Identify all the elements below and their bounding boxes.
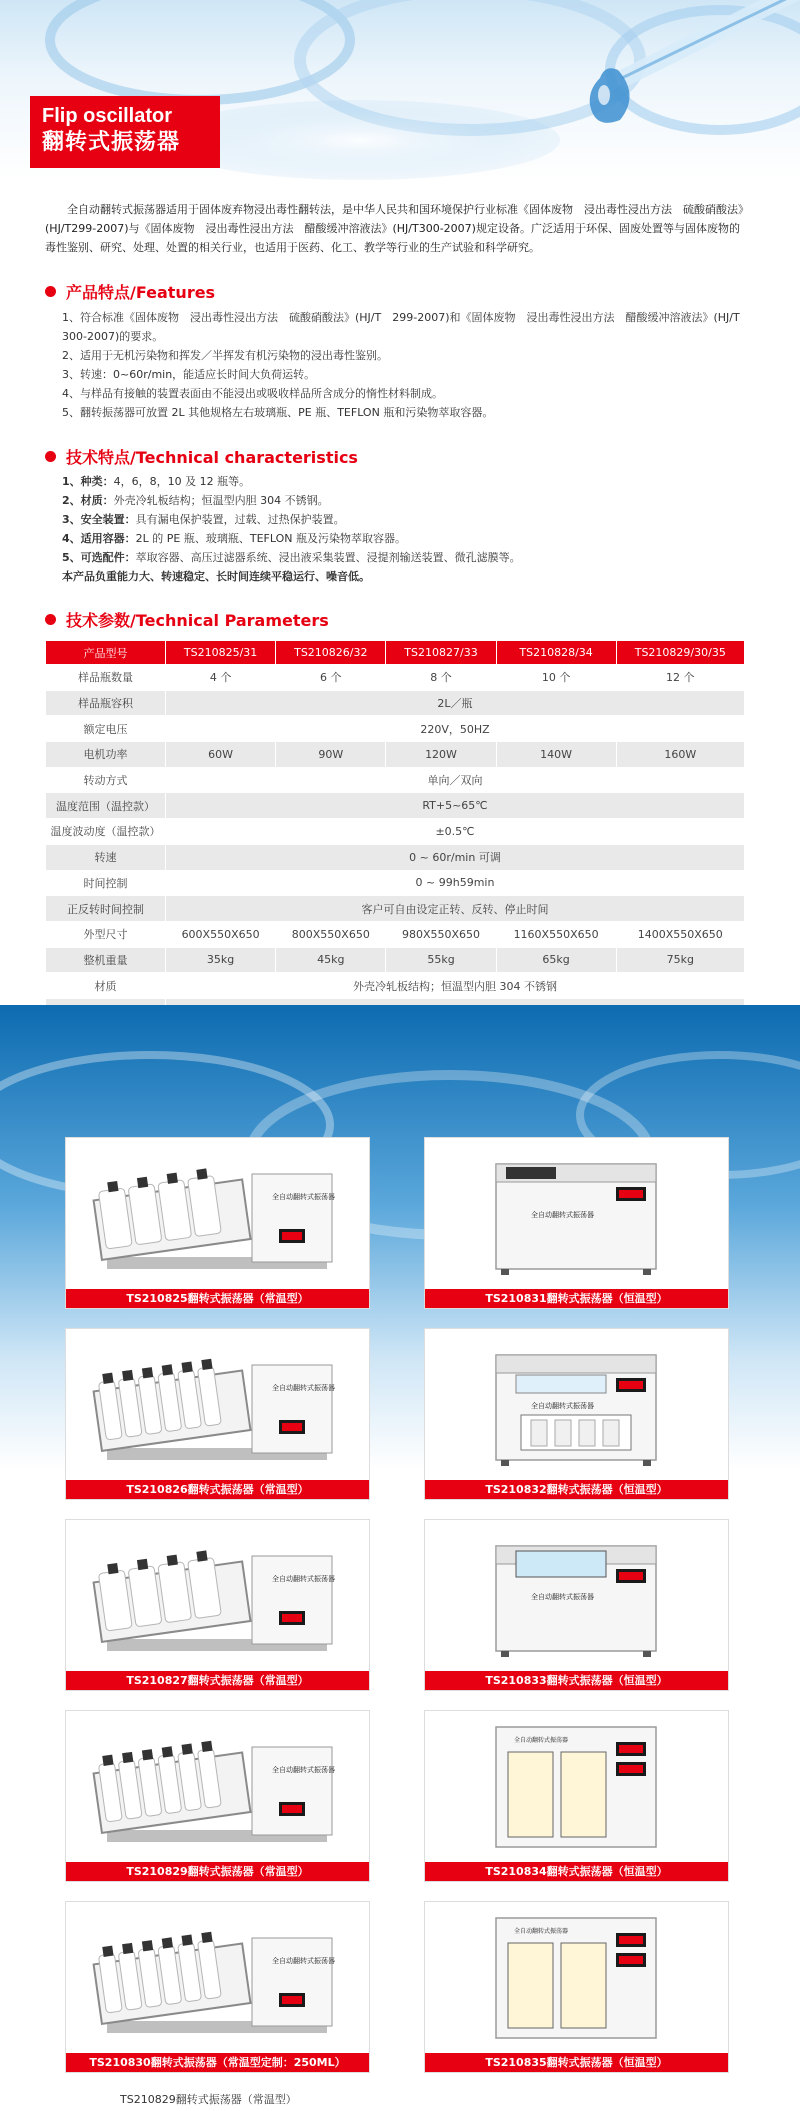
svg-text:全自动翻转式振荡器: 全自动翻转式振荡器	[531, 1402, 594, 1410]
table-cell: 120W	[386, 742, 496, 768]
table-cell: 55kg	[386, 947, 496, 973]
table-row	[46, 716, 745, 742]
product-caption: TS210834翻转式振荡器（恒温型）	[425, 1862, 728, 1881]
header-model-cell: TS210825/31	[166, 641, 276, 665]
table-row	[46, 844, 745, 870]
product-caption: TS210833翻转式振荡器（恒温型）	[425, 1671, 728, 1690]
title-cn: 翻转式振荡器	[42, 130, 181, 155]
features-list	[62, 308, 752, 422]
svg-text:全自动翻转式振荡器: 全自动翻转式振荡器	[272, 1193, 335, 1201]
product-caption: TS210829翻转式振荡器（常温型）	[66, 1862, 369, 1881]
row-label: 材质	[46, 973, 166, 999]
technical-item-text: 外壳冷轧板结构；恒温型内胆 304 不锈钢。	[113, 494, 329, 507]
technical-summary-text: 本产品负重能力大、转速稳定、长时间连续平稳运行、噪音低。	[62, 570, 370, 583]
product-illustration	[426, 1903, 727, 2053]
technical-heading	[45, 445, 358, 468]
row-label: 转速	[46, 844, 166, 870]
table-cell: 6 个	[276, 665, 386, 691]
product-card	[65, 1901, 370, 2073]
product-image	[426, 1330, 727, 1480]
product-illustration	[67, 1903, 368, 2053]
table-cell: 4 个	[166, 665, 276, 691]
title-block	[30, 96, 220, 168]
product-card	[65, 1137, 370, 1309]
feature-item: 2、适用于无机污染物和挥发／半挥发有机污染物的浸出毒性鉴别。	[62, 349, 388, 362]
product-image	[426, 1521, 727, 1671]
intro-paragraph: 全自动翻转式振荡器适用于固体废弃物浸出毒性翻转法，是中华人民共和国环境保护行业标准《固体废物 浸出毒性浸出方法 硫酸硝酸法》(HJ/T299-2007)与《固体废物 浸出毒性浸出方法 醋酸缓冲溶液法》(HJ/T300-2007)规定设备。广泛适用于环保、固废处置等与固体废物的毒性鉴别、研究、处理、处置的相关行业，也适用于医药、化工、教学等行业的生产试验和科学研究。	[45, 203, 749, 254]
product-illustration	[426, 1330, 727, 1480]
technical-item	[62, 510, 752, 529]
feature-item: 3、转速：0~60r/min，能适应长时间大负荷运转。	[62, 368, 316, 381]
table-row	[46, 947, 745, 973]
table-cell: 800X550X650	[276, 921, 386, 947]
svg-text:全自动翻转式振荡器: 全自动翻转式振荡器	[531, 1593, 594, 1601]
feature-item: 5、翻转振荡器可放置 2L 其他规格左右玻璃瓶、PE 瓶、TEFLON 瓶和污染物萃取容器。	[62, 406, 494, 419]
table-row	[46, 870, 745, 896]
product-image	[426, 1139, 727, 1289]
row-label: 转动方式	[46, 767, 166, 793]
table-cell: 90W	[276, 742, 386, 768]
product-image	[67, 1712, 368, 1862]
table-cell: 65kg	[496, 947, 616, 973]
svg-text:全自动翻转式振荡器: 全自动翻转式振荡器	[514, 1737, 569, 1744]
technical-item-label: 5、可选配件：	[62, 551, 136, 564]
table-row	[46, 793, 745, 819]
technical-item	[62, 491, 752, 510]
product-caption: TS210832翻转式振荡器（恒温型）	[425, 1480, 728, 1499]
product-card	[424, 1519, 729, 1691]
product-illustration	[426, 1712, 727, 1862]
parameters-heading	[45, 608, 329, 631]
svg-text:全自动翻转式振荡器: 全自动翻转式振荡器	[531, 1211, 594, 1219]
product-card	[65, 1710, 370, 1882]
table-cell-merged: 2L／瓶	[166, 690, 745, 716]
table-cell: 160W	[616, 742, 744, 768]
product-caption: TS210825翻转式振荡器（常温型）	[66, 1289, 369, 1308]
table-header-row	[46, 641, 745, 665]
table-cell: 140W	[496, 742, 616, 768]
technical-item-label: 4、适用容器：	[62, 532, 136, 545]
feature-item: 1、符合标准《固体废物 浸出毒性浸出方法 硫酸硝酸法》(HJ/T 299-2007)和《固体废物 浸出毒性浸出方法 醋酸缓冲溶液法》(HJ/T 300-2007)的要求。	[62, 311, 751, 343]
title-en: Flip oscillator	[42, 105, 173, 127]
header-model-cell: TS210826/32	[276, 641, 386, 665]
row-label: 温度范围（温控款）	[46, 793, 166, 819]
header-model-label: 产品型号	[46, 641, 166, 665]
product-caption: TS210831翻转式振荡器（恒温型）	[425, 1289, 728, 1308]
technical-list	[62, 472, 752, 586]
technical-item-label: 2、材质：	[62, 494, 114, 507]
product-card	[424, 1901, 729, 2073]
table-cell-merged: 单向／双向	[166, 767, 745, 793]
product-image	[67, 1330, 368, 1480]
svg-text:全自动翻转式振荡器: 全自动翻转式振荡器	[272, 1957, 335, 1965]
product-card	[65, 1328, 370, 1500]
header-model-cell: TS210828/34	[496, 641, 616, 665]
table-cell: 12 个	[616, 665, 744, 691]
product-card	[65, 1519, 370, 1691]
table-row	[46, 921, 745, 947]
product-gallery	[0, 1005, 800, 2111]
table-cell-merged: 外壳冷轧板结构；恒温型内胆 304 不锈钢	[166, 973, 745, 999]
table-cell: 600X550X650	[166, 921, 276, 947]
technical-item-label: 3、安全装置：	[62, 513, 136, 526]
svg-text:全自动翻转式振荡器: 全自动翻转式振荡器	[514, 1928, 569, 1935]
technical-item-text: 具有漏电保护装置，过载、过热保护装置。	[135, 513, 345, 526]
product-image	[67, 1521, 368, 1671]
features-heading	[45, 280, 215, 303]
header-model-cell: TS210827/33	[386, 641, 496, 665]
technical-summary	[62, 567, 752, 586]
svg-text:全自动翻转式振荡器: 全自动翻转式振荡器	[272, 1766, 335, 1774]
row-label: 样品瓶容积	[46, 690, 166, 716]
feature-item: 4、与样品有接触的装置表面由不能浸出或吸收样品所含成分的惰性材料制成。	[62, 387, 443, 400]
table-cell: 35kg	[166, 947, 276, 973]
technical-item-text: 4，6，8，10 及 12 瓶等。	[113, 475, 251, 488]
product-caption: TS210827翻转式振荡器（常温型）	[66, 1671, 369, 1690]
product-illustration	[426, 1521, 727, 1671]
row-label: 外型尺寸	[46, 921, 166, 947]
technical-item-text: 萃取容器、高压过滤器系统、浸出液采集装置、浸提剂输送装置、微孔滤膜等。	[135, 551, 521, 564]
product-image	[426, 1712, 727, 1862]
table-row	[46, 896, 745, 922]
product-caption: TS210835翻转式振荡器（恒温型）	[425, 2053, 728, 2072]
table-cell: 60W	[166, 742, 276, 768]
product-card	[424, 1328, 729, 1500]
row-label: 正反转时间控制	[46, 896, 166, 922]
product-caption: TS210826翻转式振荡器（常温型）	[66, 1480, 369, 1499]
technical-item	[62, 472, 752, 491]
product-illustration	[426, 1139, 727, 1289]
header-model-cell: TS210829/30/35	[616, 641, 744, 665]
product-caption: TS210830翻转式振荡器（常温型定制：250ML）	[66, 2053, 369, 2072]
table-row	[46, 819, 745, 845]
table-cell-merged: 客户可自由设定正转、反转、停止时间	[166, 896, 745, 922]
table-cell-merged: 220V，50HZ	[166, 716, 745, 742]
product-image	[67, 1903, 368, 2053]
row-label: 整机重量	[46, 947, 166, 973]
table-cell-merged: RT+5~65℃	[166, 793, 745, 819]
table-cell-merged: 0 ~ 60r/min 可调	[166, 844, 745, 870]
hero-banner	[0, 0, 800, 180]
row-label: 电机功率	[46, 742, 166, 768]
technical-item	[62, 548, 752, 567]
bullet-dot-icon	[45, 451, 56, 462]
table-row	[46, 742, 745, 768]
technical-item	[62, 529, 752, 548]
product-illustration	[67, 1521, 368, 1671]
parameters-title: 技术参数/Technical Parameters	[66, 611, 329, 630]
row-label: 时间控制	[46, 870, 166, 896]
table-cell: 45kg	[276, 947, 386, 973]
table-row	[46, 690, 745, 716]
bullet-dot-icon	[45, 614, 56, 625]
table-cell: 1160X550X650	[496, 921, 616, 947]
product-illustration	[67, 1139, 368, 1289]
table-row	[46, 767, 745, 793]
product-illustration	[67, 1712, 368, 1862]
features-title: 产品特点/Features	[66, 283, 216, 302]
table-row	[46, 973, 745, 999]
table-cell: 8 个	[386, 665, 496, 691]
svg-text:全自动翻转式振荡器: 全自动翻转式振荡器	[272, 1384, 335, 1392]
row-label: 额定电压	[46, 716, 166, 742]
parameters-table	[45, 640, 745, 1025]
product-card	[424, 1137, 729, 1309]
table-cell: 1400X550X650	[616, 921, 744, 947]
product-illustration	[67, 1330, 368, 1480]
technical-title: 技术特点/Technical characteristics	[66, 448, 358, 467]
table-row	[46, 665, 745, 691]
row-label: 温度波动度（温控款）	[46, 819, 166, 845]
product-image	[67, 1139, 368, 1289]
footer-note: TS210829翻转式振荡器（常温型）	[120, 2093, 297, 2106]
technical-item-text: 2L 的 PE 瓶、玻璃瓶、TEFLON 瓶及污染物萃取容器。	[135, 532, 406, 545]
table-cell-merged: 0 ~ 99h59min	[166, 870, 745, 896]
product-card	[424, 1710, 729, 1882]
table-cell: 10 个	[496, 665, 616, 691]
product-image	[426, 1903, 727, 2053]
bullet-dot-icon	[45, 286, 56, 297]
table-cell: 75kg	[616, 947, 744, 973]
table-body	[46, 665, 745, 1025]
row-label: 样品瓶数量	[46, 665, 166, 691]
table-cell-merged: ±0.5℃	[166, 819, 745, 845]
svg-text:全自动翻转式振荡器: 全自动翻转式振荡器	[272, 1575, 335, 1583]
technical-item-label: 1、种类：	[62, 475, 114, 488]
table-cell: 980X550X650	[386, 921, 496, 947]
